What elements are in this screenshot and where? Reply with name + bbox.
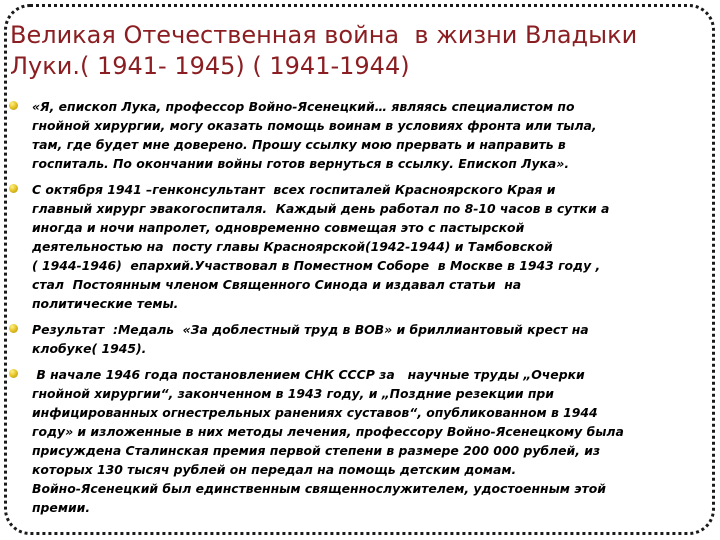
bullet-text-line: которых 130 тысяч рублей он передал на помощь детским домам. <box>32 462 517 477</box>
bullet-text-line: В начале 1946 года постановлением СНК СССР за научные труды „Очерки <box>32 367 585 382</box>
bullet-text-line: гнойной хирургии, могу оказать помощь воинам в условиях фронта или тыла, <box>32 118 597 133</box>
bullet-dot-icon <box>9 101 18 110</box>
bullet-item-prize <box>8 365 698 517</box>
slide-title <box>10 20 700 82</box>
bullet-dot-icon <box>9 369 18 378</box>
bullet-text-line: деятельностью на посту главы Красноярской(1942-1944) и Тамбовской <box>32 239 553 254</box>
bullet-text-line: Результат :Медаль «За доблестный труд в ВОВ» и бриллиантовый крест на <box>32 322 589 337</box>
bullet-text-line: году» и изложенные в них методы лечения, профессору Войно-Ясенецкому была <box>32 424 624 439</box>
bullet-text-line: ( 1944-1946) епархий.Участвовал в Поместном Соборе в Москве в 1943 году , <box>32 258 601 273</box>
bullet-item-result <box>8 320 698 358</box>
bullet-text-line: политические темы. <box>32 296 179 311</box>
bullet-list <box>8 97 698 524</box>
bullet-text-line: госпиталь. По окончании войны готов вернуться в ссылку. Епископ Лука». <box>32 156 570 171</box>
bullet-text-line: гнойной хирургии“, законченном в 1943 году, и „Поздние резекции при <box>32 386 554 401</box>
bullet-text-line: инфицированных огнестрельных ранениях суставов“, опубликованном в 1944 <box>32 405 598 420</box>
bullet-text-line: там, где будет мне доверено. Прошу ссылку мою прервать и направить в <box>32 137 566 152</box>
bullet-text-line: Войно-Ясенецкий был единственным священнослужителем, удостоенным этой <box>32 481 606 496</box>
bullet-text-line: присуждена Сталинская премия первой степени в размере 200 000 рублей, из <box>32 443 601 458</box>
bullet-text-line: иногда и ночи напролет, одновременно совмещая это с пастырской <box>32 220 525 235</box>
bullet-text-line: «Я, епископ Лука, профессор Войно-Ясенецкий… являясь специалистом по <box>32 99 575 114</box>
bullet-text-line: главный хирург эвакогоспиталя. Каждый день работал по 8-10 часов в сутки а <box>32 201 610 216</box>
title-line: Луки.( 1941- 1945) ( 1941-1944) <box>10 52 410 80</box>
bullet-text-line: С октября 1941 –генконсультант всех госпиталей Красноярского Края и <box>32 182 556 197</box>
bullet-text-line: премии. <box>32 500 91 515</box>
bullet-text-line: стал Постоянным членом Священного Синода и издавал статьи на <box>32 277 522 292</box>
bullet-item-appeal <box>8 97 698 173</box>
bullet-dot-icon <box>9 184 18 193</box>
bullet-item-service <box>8 180 698 313</box>
bullet-text-line: клобуке( 1945). <box>32 341 147 356</box>
title-line: Великая Отечественная война в жизни Владыки <box>10 21 638 49</box>
bullet-dot-icon <box>9 324 18 333</box>
